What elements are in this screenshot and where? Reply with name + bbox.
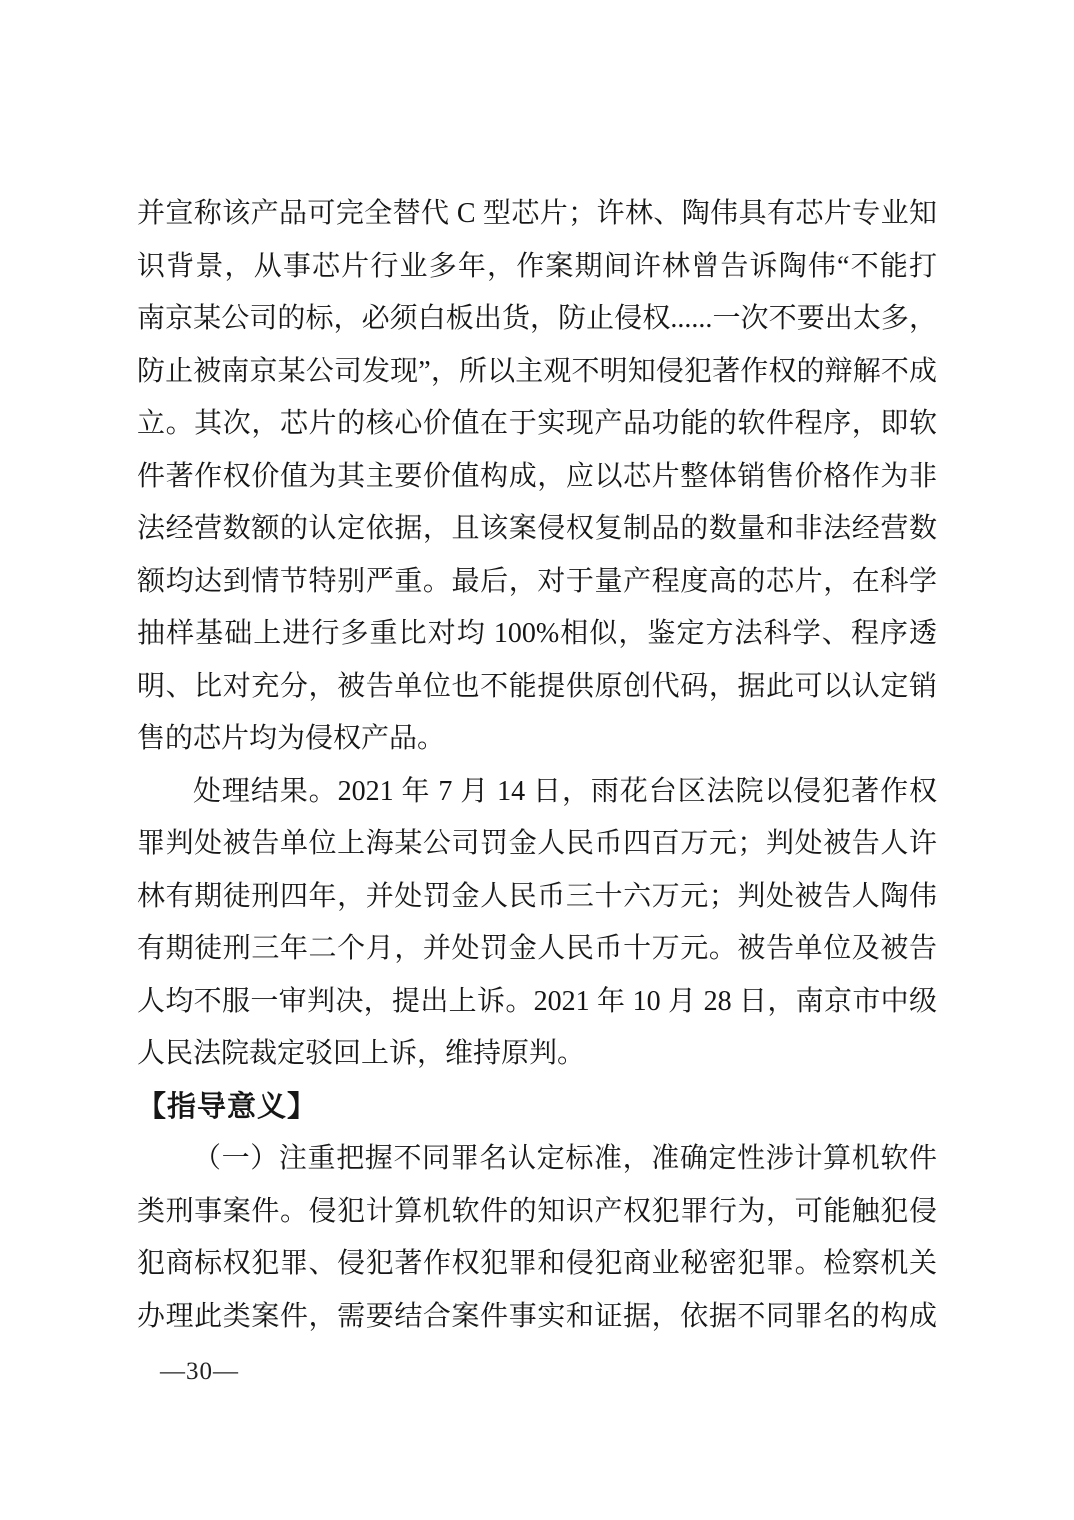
text-line: 件著作权价值为其主要价值构成，应以芯片整体销售价格作为非 [137,460,937,492]
text-line: 南京某公司的标，必须白板出货，防止侵权......一次不要出太多， [137,303,937,334]
text-line: 罪判处被告单位上海某公司罚金人民币四百万元；判处被告人许 [137,828,937,859]
text-line: 有期徒刑三年二个月，并处罚金人民币十万元。被告单位及被告 [137,933,937,964]
text-line: 人均不服一审判决，提出上诉。2021 年 10 月 28 日，南京市中级 [137,985,937,1017]
text-block [137,188,937,1343]
text-line: 林有期徒刑四年，并处罚金人民币三十六万元；判处被告人陶伟 [137,880,937,912]
text-line: 处理结果。2021 年 7 月 14 日，雨花台区法院以侵犯著作权 [193,775,937,807]
text-line: 办理此类案件，需要结合案件事实和证据，依据不同罪名的构成 [137,1300,937,1332]
text-line: 识背景，从事芯片行业多年，作案期间许林曾告诉陶伟“不能打 [137,250,937,282]
text-line: 防止被南京某公司发现”，所以主观不明知侵犯著作权的辩解不成 [137,355,937,387]
text-line: （一）注重把握不同罪名认定标准，准确定性涉计算机软件 [193,1143,937,1174]
text-line: 明、比对充分，被告单位也不能提供原创代码，据此可以认定销 [137,670,937,702]
text-line: 类刑事案件。侵犯计算机软件的知识产权犯罪行为，可能触犯侵 [137,1195,937,1227]
text-line: 立。其次，芯片的核心价值在于实现产品功能的软件程序，即软 [137,408,937,439]
paragraph-guiding-point-one [137,1133,937,1343]
paragraph-evidence-analysis [137,188,937,766]
section-heading-guiding-significance: 【指导意义】 [137,1090,318,1123]
paragraph-judgment-result [137,766,937,1081]
page-number: —30— [160,1358,239,1385]
text-line: 法经营数额的认定依据，且该案侵权复制品的数量和非法经营数 [137,513,937,544]
text-line: 并宣称该产品可完全替代 C 型芯片；许林、陶伟具有芯片专业知 [137,198,937,229]
text-line: 犯商标权犯罪、侵犯著作权犯罪和侵犯商业秘密犯罪。检察机关 [137,1248,937,1279]
text-line: 售的芯片均为侵权产品。 [137,723,446,754]
text-line: 人民法院裁定驳回上诉，维持原判。 [137,1038,586,1069]
text-line: 抽样基础上进行多重比对均 100%相似，鉴定方法科学、程序透 [137,618,937,649]
text-line: 额均达到情节特别严重。最后，对于量产程度高的芯片，在科学 [137,565,937,597]
